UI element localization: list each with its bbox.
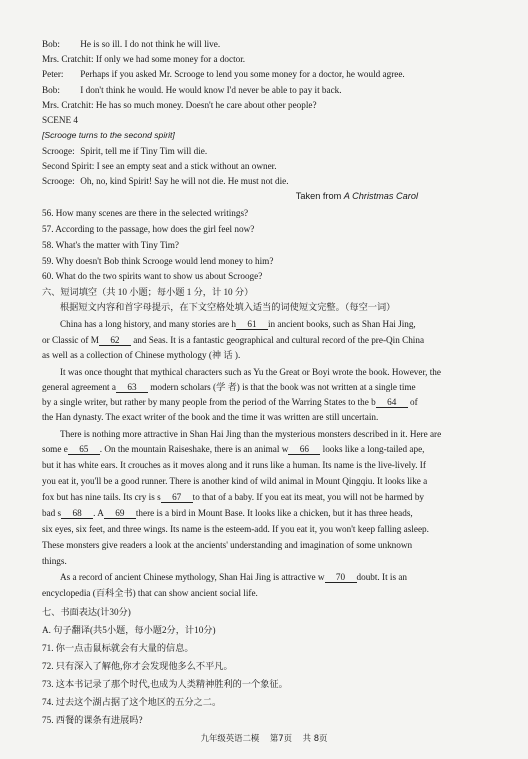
passage-line: some e 65 . On the mountain Raiseshake, there is an animal w 66 looks like a long-tailed ape,	[42, 444, 425, 454]
passage-line: things.	[42, 556, 67, 566]
translation-item-74: 74. 过去这个湖占据了这个地区的五分之二。	[42, 697, 222, 707]
passage-line: bad s 68 . A 69 there is a bird in Mount Base. It looks like a chicken, but it has three heads,	[42, 508, 413, 518]
passage-line: but it has white ears. It crouches as it moves along and it runs like a human. Its name is the live-lively. If	[42, 460, 426, 470]
question-56: 56. How many scenes are there in the selected writings?	[42, 208, 249, 218]
stage-direction: [Scrooge turns to the second spirit]	[42, 130, 175, 140]
blank-68[interactable]: 68	[61, 508, 93, 519]
passage-line: China has a long history, and many stories are h 61 in ancient books, such as Shan Hai Jing,	[60, 319, 416, 329]
blank-62[interactable]: 62	[99, 335, 131, 346]
question-60: 60. What do the two spirits want to show us about Scrooge?	[42, 271, 263, 281]
dialogue-line-4: Bob: I don't think he would. He would know I'd never be able to pay it back.	[42, 85, 342, 95]
passage-line: by a single writer, but rather by many people from the period of the Warring States to the b 64 of	[42, 397, 418, 407]
translation-item-71: 71. 你一点击鼠标就会有大量的信息。	[42, 643, 194, 653]
blank-64[interactable]: 64	[376, 397, 408, 408]
section-7-title: 七、书面表达(计30分)	[42, 607, 131, 617]
blank-66[interactable]: 66	[288, 444, 320, 455]
blank-63[interactable]: 63	[116, 382, 148, 393]
translation-item-73: 73. 这本书记录了那个时代,也成为人类精神胜利的一个象征。	[42, 679, 288, 689]
scene-line-2: Second Spirit: I see an empty seat and a stick without an owner.	[42, 161, 277, 171]
dialogue-line-5: Mrs. Cratchit: He has so much money. Doesn't he care about other people?	[42, 100, 317, 110]
dialogue-line-3: Peter: Perhaps if you asked Mr. Scrooge to lend you some money for a doctor, he would agree.	[42, 69, 405, 79]
dialogue-line-1: Bob: He is so ill. I do not think he will live.	[42, 39, 221, 49]
exam-name: 九年级英语二模	[200, 733, 260, 743]
question-59: 59. Why doesn't Bob think Scrooge would lend money to him?	[42, 256, 274, 266]
translation-item-75: 75. 西餐的课条有进展吗?	[42, 715, 143, 725]
section-6-title: 六、短词填空（共 10 小题；每小题 1 分，计 10 分）	[42, 287, 254, 297]
passage-line: encyclopedia (百科全书) that can show ancient social life.	[42, 588, 258, 598]
scene-line-1: Scrooge: Spirit, tell me if Tiny Tim will die.	[42, 146, 208, 156]
scene-line-3: Scrooge: Oh, no, kind Spirit! Say he will not die. He must not die.	[42, 176, 289, 186]
passage-line: There is nothing more attractive in Shan Hai Jing than the mysterious monsters described in it. Here are	[60, 429, 442, 439]
passage-line: These monsters give readers a look at the ancients' understanding and imagination of some unknown	[42, 540, 413, 550]
passage-line: fox but has nine tails. Its cry is s 67 to that of a baby. If you eat its meat, you will not be harmed by	[42, 492, 425, 502]
blank-69[interactable]: 69	[104, 508, 136, 519]
passage-line: as well as a collection of Chinese mythology (神 话 ).	[42, 350, 241, 360]
section-7-subtitle: A. 句子翻译(共5小题，每小题2分，计10分)	[42, 625, 216, 635]
passage-line: As a record of ancient Chinese mythology, Shan Hai Jing is attractive w 70 doubt. It is an	[60, 572, 408, 582]
page-number: 第7页	[269, 733, 292, 743]
passage-line: six eyes, six feet, and three wings. Its name is the esteem-add. If you eat it, you won't keep falling asleep.	[42, 524, 429, 534]
passage-line: you eat it, you'll be a good runner. There is another kind of wild animal in Mount Qingqiu. It looks like a	[42, 476, 428, 486]
blank-61[interactable]: 61	[236, 319, 268, 330]
blank-65[interactable]: 65	[68, 444, 100, 455]
page-total: 共 8页	[302, 733, 328, 743]
translation-item-72: 72. 只有深入了解他,你才会发现他多么不平凡。	[42, 661, 233, 671]
passage-line: or Classic of M 62 and Seas. It is a fantastic geographical and cultural record of the pre-Qin China	[42, 335, 425, 345]
blank-67[interactable]: 67	[161, 492, 193, 503]
question-58: 58. What's the matter with Tiny Tim?	[42, 240, 180, 250]
source-credit: Taken from A Christmas Carol	[295, 191, 418, 201]
dialogue-line-2: Mrs. Cratchit: If only we had some money for a doctor.	[42, 54, 246, 64]
section-6-instruction: 根据短文内容和首字母提示，在下文空格处填入适当的词使短文完整。（每空一词）	[60, 302, 396, 312]
passage-line: the Han dynasty. The exact writer of the book and the time it was written are still uncertain.	[42, 412, 379, 422]
passage-line: general agreement a 63 modern scholars (学 者) is that the book was not written at a single time	[42, 382, 416, 392]
blank-70[interactable]: 70	[325, 572, 357, 583]
page-footer	[0, 732, 528, 744]
passage-line: It was once thought that mythical characters such as Yu the Great or Boyi wrote the book. However, the	[60, 367, 441, 377]
scene-heading: SCENE 4	[42, 115, 78, 125]
question-57: 57. According to the passage, how does the girl feel now?	[42, 224, 255, 234]
